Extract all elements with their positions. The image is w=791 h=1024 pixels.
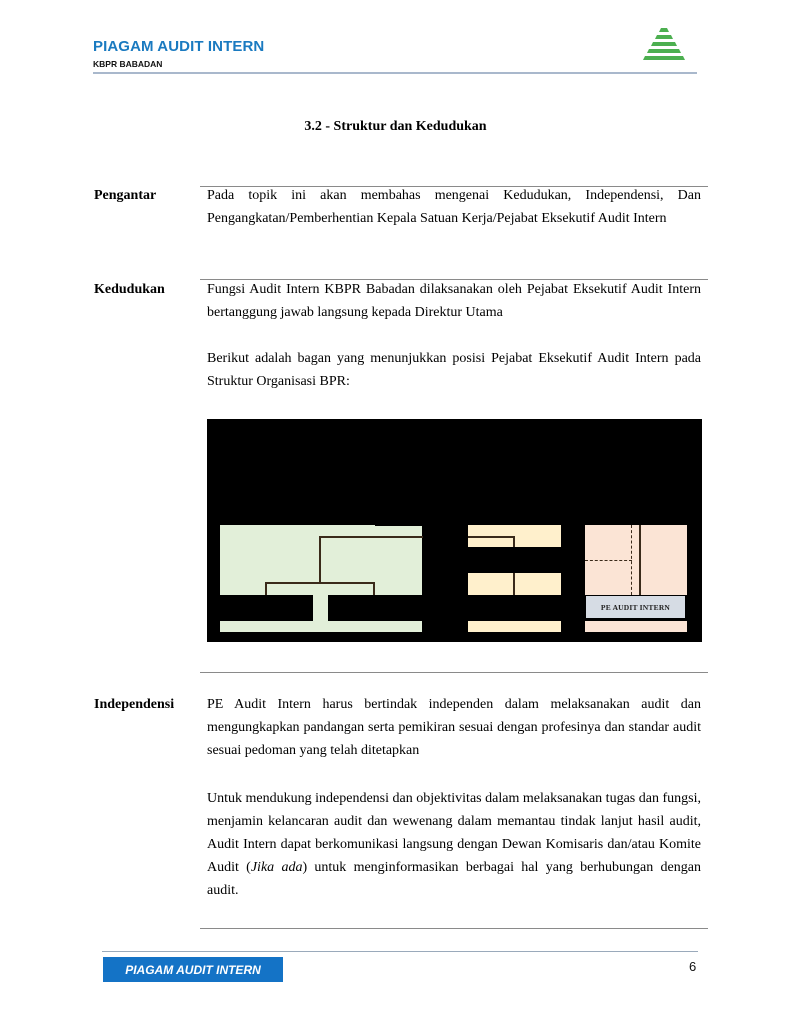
org-stem (313, 595, 328, 621)
independensi-text-1: PE Audit Intern harus bertindak independen dalam melaksanakan audit dan mengungkapkan pandangan serta pemikiran sesuai dengan profesinya dan standar audit sesuai pedoman yang telah ditetapkan (207, 697, 701, 758)
pengantar-label: Pengantar (94, 188, 157, 203)
page-number: 6 (689, 959, 697, 974)
section-divider (200, 928, 708, 929)
connector-line (373, 582, 375, 595)
org-group-middle-bottom (468, 621, 561, 632)
org-group-right-bottom (585, 621, 687, 632)
footer-badge: PIAGAM AUDIT INTERN (103, 957, 283, 982)
org-group-middle-mid (468, 573, 561, 595)
independensi-text-2-part-1: Untuk mendukung independensi dan objektivitas dalam melaksanakan tugas dan fungsi, menjamin kelancaran audit dan wewenang dalam memantau tindak lanjut hasil audit, Audit Intern dapat berkomunikasi langsung dengan Dewan Komisaris dan/atau Komite Audit ( (207, 791, 701, 875)
pe-audit-intern-box: PE AUDIT INTERN (586, 596, 685, 618)
independensi-text-2 (207, 787, 701, 902)
connector-line (639, 525, 641, 595)
connector-line (513, 573, 515, 595)
kedudukan-text-1: Fungsi Audit Intern KBPR Babadan dilaksanakan oleh Pejabat Eksekutif Audit Intern bertanggung jawab langsung kepada Direktur Utama (207, 282, 701, 320)
document-header-title: PIAGAM AUDIT INTERN (93, 38, 265, 55)
org-structure-chart (207, 419, 702, 642)
connector-line (319, 536, 423, 538)
org-group-left-notch (375, 525, 422, 526)
kedudukan-label: Kedudukan (94, 282, 165, 297)
section-title: 3.2 - Struktur dan Kedudukan (304, 119, 487, 134)
dashed-connector (585, 560, 632, 561)
footer-divider (102, 951, 698, 952)
connector-line (265, 582, 374, 584)
section-divider (200, 672, 708, 673)
independensi-label: Independensi (94, 697, 175, 712)
org-group-left-bottom (220, 621, 422, 632)
connector-line (265, 582, 267, 595)
green-pyramid-logo-icon (639, 26, 689, 64)
pengantar-text: Pada topik ini akan membahas mengenai Kedudukan, Independensi, Dan Pengangkatan/Pemberhentian Kepala Satuan Kerja/Pejabat Eksekutif Audit Intern (207, 188, 701, 226)
connector-line (468, 536, 514, 538)
connector-line (513, 536, 515, 547)
header-divider (93, 72, 697, 74)
independensi-text-2-italic: Jika ada (250, 860, 303, 875)
connector-line (319, 536, 321, 583)
document-header-subtitle: KBPR BABADAN (93, 59, 163, 69)
independensi-text-2-part-2: ) untuk menginformasikan berbagai hal yang berhubungan dengan audit. (207, 860, 701, 898)
kedudukan-text-2: Berikut adalah bagan yang menunjukkan posisi Pejabat Eksekutif Audit Intern pada Struktur Organisasi BPR: (207, 351, 701, 389)
